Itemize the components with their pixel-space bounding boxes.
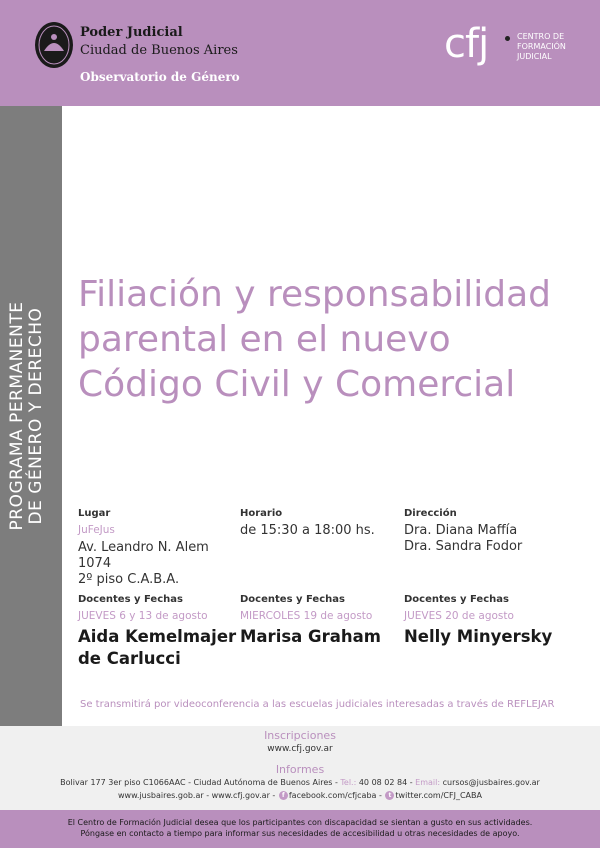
- address-text: Bolivar 177 3er piso C1066AAC - Ciudad Autónoma de Buenos Aires -: [60, 778, 341, 787]
- cfj-logo-line: JUDICIAL: [517, 52, 552, 61]
- teacher-name-cont: de Carlucci: [78, 649, 181, 668]
- teacher-block: [240, 594, 400, 648]
- institution-name: Poder Judicial: [80, 25, 183, 40]
- city-seal-icon: [34, 21, 74, 69]
- registration-url[interactable]: www.cfj.gov.ar: [267, 744, 333, 754]
- schedule-block: [240, 508, 400, 539]
- director-name: Dra. Sandra Fodor: [404, 539, 523, 554]
- venue-label: Lugar: [78, 508, 111, 519]
- teacher-label: Docentes y Fechas: [404, 594, 509, 605]
- event-title: [78, 272, 588, 407]
- websites-text[interactable]: www.jusbaires.gob.ar - www.cfj.gov.ar -: [118, 791, 278, 800]
- institution-city: Ciudad de Buenos Aires: [80, 43, 238, 58]
- contact-links-line: [0, 791, 600, 800]
- director-name: Dra. Diana Maffía: [404, 523, 518, 538]
- schedule-label: Horario: [240, 508, 283, 519]
- email-label: Email:: [415, 778, 441, 787]
- direction-label: Dirección: [404, 508, 457, 519]
- teacher-label: Docentes y Fechas: [78, 594, 183, 605]
- venue-address: Av. Leandro N. Alem 1074: [78, 540, 209, 571]
- cfj-logo-dot: [505, 36, 510, 41]
- cfj-logo: cfj: [444, 21, 489, 67]
- email-address[interactable]: cursos@jusbaires.gov.ar: [440, 778, 540, 787]
- tel-label: Tel.:: [340, 778, 357, 787]
- tel-number: 40 08 02 84 -: [356, 778, 416, 787]
- cfj-logo-line: CENTRO DE: [517, 32, 565, 41]
- venue-block: [78, 508, 238, 588]
- videoconference-note: Se transmitirá por videoconferencia a las escuelas judiciales interesadas a través de REFLEJAR: [80, 699, 555, 710]
- twitter-icon: t: [385, 791, 394, 800]
- teacher-block: [404, 594, 584, 648]
- program-line: DE GÉNERO Y DERECHO: [26, 307, 46, 525]
- teacher-name: Nelly Minyersky: [404, 627, 553, 646]
- cfj-logo-text: [517, 32, 566, 62]
- observatory-name: Observatorio de Género: [80, 70, 240, 84]
- title-line: Código Civil y Comercial: [78, 364, 516, 405]
- teacher-date: JUEVES 6 y 13 de agosto: [78, 610, 208, 622]
- contact-address-line: [0, 778, 600, 787]
- teacher-block: [78, 594, 238, 670]
- cfj-logo-line: FORMACIÓN: [517, 42, 566, 51]
- program-name-vertical: [8, 106, 54, 726]
- direction-block: [404, 508, 584, 555]
- facebook-icon: f: [279, 791, 288, 800]
- venue-floor: 2º piso C.A.B.A.: [78, 572, 180, 587]
- teacher-date: JUEVES 20 de agosto: [404, 610, 514, 622]
- facebook-link[interactable]: facebook.com/cfjcaba: [288, 791, 377, 800]
- teacher-label: Docentes y Fechas: [240, 594, 345, 605]
- schedule-value: de 15:30 a 18:00 hs.: [240, 523, 375, 538]
- info-title: Informes: [275, 763, 325, 776]
- teacher-name: Aida Kemelmajer: [78, 627, 237, 646]
- accessibility-note-line: Póngase en contacto a tiempo para informar sus necesidades de accesibilidad u otras necesidades de apoyo.: [80, 829, 520, 838]
- title-line: parental en el nuevo: [78, 319, 451, 360]
- twitter-link[interactable]: twitter.com/CFJ_CABA: [395, 791, 482, 800]
- separator: -: [376, 791, 385, 800]
- program-line: PROGRAMA PERMANENTE: [7, 301, 27, 531]
- title-line: Filiación y responsabilidad: [78, 274, 552, 315]
- accessibility-note-line: El Centro de Formación Judicial desea que los participantes con discapacidad se sientan a gusto en sus actividades.: [67, 818, 533, 827]
- venue-name: JuFeJus: [78, 524, 115, 536]
- teacher-name: Marisa Graham: [240, 627, 381, 646]
- teacher-date: MIERCOLES 19 de agosto: [240, 610, 373, 622]
- registration-title: Inscripciones: [264, 729, 336, 742]
